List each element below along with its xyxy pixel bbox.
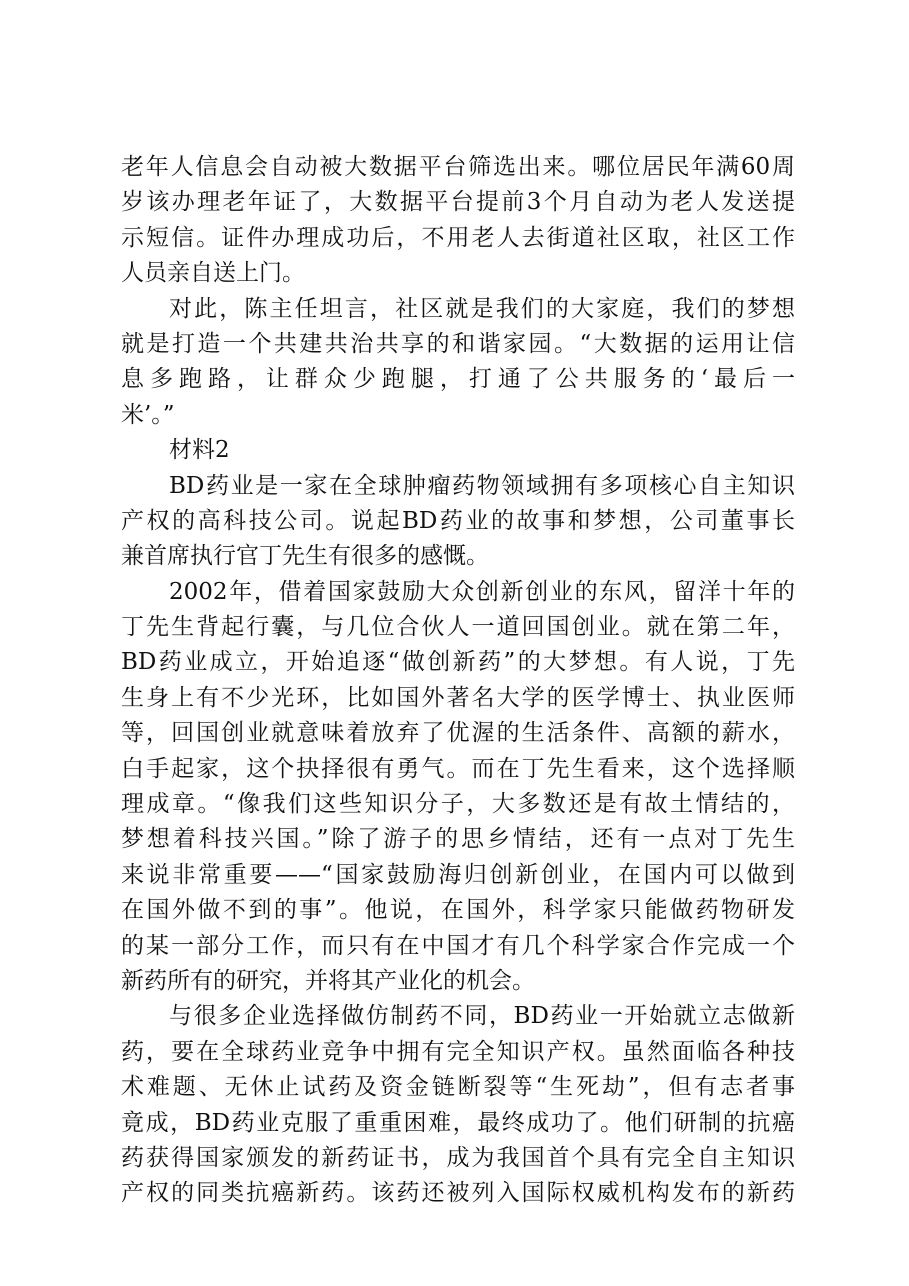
text-line: 示短信。证件办理成功后，不用老人去街道社区取，社区工作 (121, 224, 795, 251)
text-line: 岁该办理老年证了，大数据平台提前3个月自动为老人发送提 (121, 189, 795, 216)
text-line: BD药业成立，开始追逐“做创新药”的大梦想。有人说，丁先 (121, 649, 795, 676)
text-line: 理成章。“像我们这些知识分子，大多数还是有故土情结的， (121, 791, 795, 818)
text-line: 息多跑路，让群众少跑腿，打通了公共服务的‘最后一 (121, 366, 795, 393)
text-line: 的某一部分工作，而只有在中国才有几个科学家合作完成一个 (121, 932, 795, 959)
text-line: 生身上有不少光环，比如国外著名大学的医学博士、执业医师 (121, 684, 795, 711)
text-line: 术难题、无休止试药及资金链断裂等“生死劫”，但有志者事 (121, 1074, 795, 1101)
text-line: 产权的高科技公司。说起BD药业的故事和梦想，公司董事长 (121, 507, 795, 534)
text-line: 产权的同类抗癌新药。该药还被列入国际权威机构发布的新药 (121, 1180, 795, 1207)
text-line: 就是打造一个共建共治共享的和谐家园。“大数据的运用让信 (121, 330, 795, 357)
text-line: 丁先生背起行囊，与几位合伙人一道回国创业。就在第二年， (121, 614, 795, 641)
text-line: 竟成，BD药业克服了重重困难，最终成功了。他们研制的抗癌 (121, 1109, 795, 1136)
text-line: 材料2 (169, 437, 230, 464)
text-line: 与很多企业选择做仿制药不同，BD药业一开始就立志做新 (169, 1003, 795, 1030)
text-line: 等，回国创业就意味着放弃了优渥的生活条件、高额的薪水， (121, 720, 795, 747)
text-line: 新药所有的研究，并将其产业化的机会。 (121, 967, 535, 994)
text-line: 药获得国家颁发的新药证书，成为我国首个具有完全自主知识 (121, 1144, 795, 1171)
text-line: 药，要在全球药业竞争中拥有完全知识产权。虽然面临各种技 (121, 1038, 795, 1065)
text-line: 米’。” (121, 401, 175, 428)
text-line: 在国外做不到的事”。他说，在国外，科学家只能做药物研发 (121, 897, 795, 924)
text-line: BD药业是一家在全球肿瘤药物领域拥有多项核心自主知识 (169, 472, 795, 499)
text-line: 对此，陈主任坦言，社区就是我们的大家庭，我们的梦想 (169, 295, 795, 322)
text-line: 兼首席执行官丁先生有很多的感慨。 (121, 543, 489, 570)
document-body (121, 150, 795, 1212)
text-line: 来说非常重要——“国家鼓励海归创新创业，在国内可以做到 (121, 861, 795, 888)
text-line: 2002年，借着国家鼓励大众创新创业的东风，留洋十年的 (169, 578, 795, 605)
text-line: 老年人信息会自动被大数据平台筛选出来。哪位居民年满60周 (121, 154, 795, 180)
text-line: 梦想着科技兴国。”除了游子的思乡情结，还有一点对丁先生 (121, 826, 795, 853)
text-line: 人员亲自送上门。 (121, 260, 305, 287)
text-line: 白手起家，这个抉择很有勇气。而在丁先生看来，这个选择顺 (121, 755, 795, 782)
